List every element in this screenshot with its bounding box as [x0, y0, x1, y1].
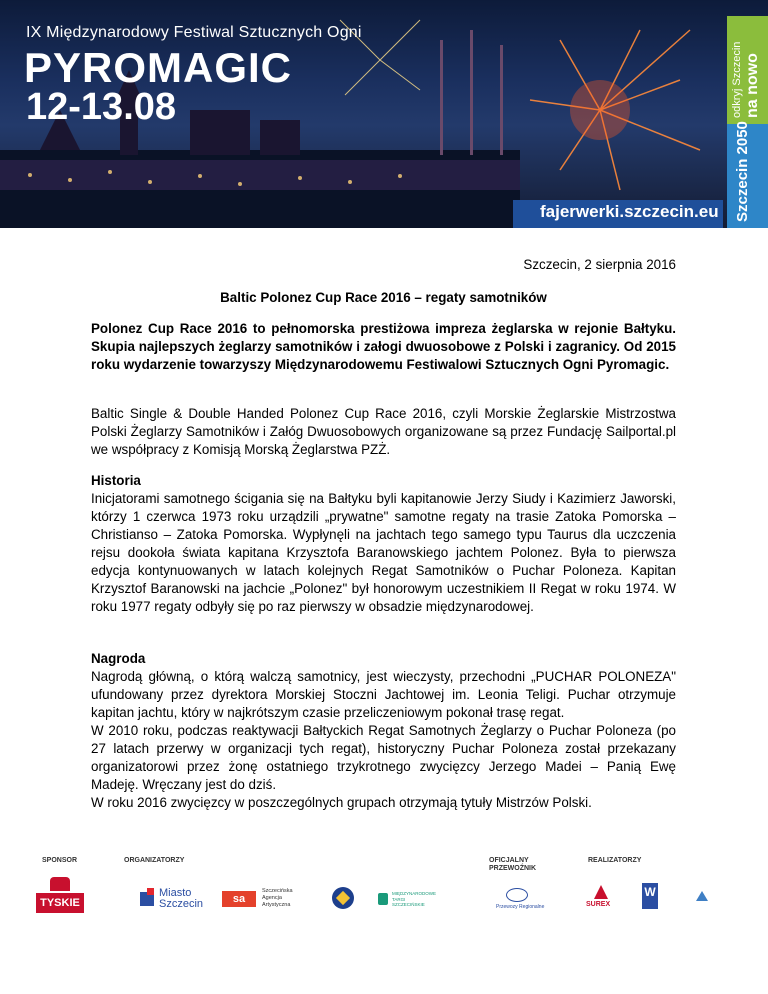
sa-line3: Artystyczna: [262, 902, 291, 908]
lead-paragraph: Polonez Cup Race 2016 to pełnomorska prestiżowa impreza żeglarska w rejonie Bałtyku. Skupia najlepszych żeglarzy samotników i załogi dwuosobowe z Polski i zagranicy. Od 2015 roku wydarzenie towarzyszy Międzynarodowemu Festiwalowi Sztucznych Ogni Pyromagic.: [91, 321, 676, 372]
prize-text-2: W 2010 roku, podczas reaktywacji Bałtyckich Regat Samotnych Żeglarzy o Puchar Poloneza (po 27 latach przerwy w organizacji tych regat), historyczny Puchar Poloneza został przekazany organizatorowi przez żonę ostatniego trzykrotnego zwycięzcy Jerzego Madei – Panią Ewę Madeję. Wręczany jest do dziś.: [91, 723, 676, 792]
producers-label: REALIZATORZY: [588, 857, 642, 864]
surex-mark-icon: [594, 885, 608, 899]
side-city-logo: Szczecin 2050: [734, 121, 751, 222]
history-section: [91, 472, 676, 616]
sail-icon: [696, 891, 708, 901]
miasto-line1: Miasto: [159, 887, 192, 899]
sa-mark: sa: [222, 891, 256, 907]
wj-logo: W: [642, 883, 658, 909]
festival-banner: [0, 0, 768, 228]
side-tagline-big: na nowo: [744, 53, 761, 118]
history-heading: Historia: [91, 473, 141, 488]
history-text: Inicjatorami samotnego ścigania się na Bałtyku byli kapitanowie Jerzy Siudy i Kazimierz Jaworski, którzy 1 czerwca 1973 roku urządzili „prywatne" samotne regaty na trasie Zatoka Pomorska – Christianso – Zatoka Pomorska. Wypłynęli na jachtach tego samego typu Taurus dla uczczenia rejsu dookoła świata kapitana Krzysztofa Baranowskiego jachtem Polonez. Była to pierwsza edycja kontynuowanych w latach kolejnych Regat Samotników o Puchar Poloneza. Kapitan Krzysztof Baranowski na jachcie „Polonez" był honorowym uczestnikiem II Regat w roku 1974. W roku 1977 regaty odbyły się po raz pierwszy w obsadzie międzynarodowej.: [91, 491, 676, 614]
organizers-label: ORGANIZATORZY: [124, 857, 185, 864]
festival-name: IX Międzynarodowy Festiwal Sztucznych Ogni: [26, 24, 362, 41]
miasto-line2: Szczecin: [159, 898, 204, 910]
fair-mark-icon: [378, 893, 388, 905]
festival-url[interactable]: fajerwerki.szczecin.eu: [540, 202, 719, 221]
star-icon: [336, 891, 350, 905]
place-date: Szczecin, 2 sierpnia 2016: [523, 257, 676, 272]
fair-line2: TARGI: [392, 896, 406, 902]
brand-title: PYROMAGIC: [24, 44, 293, 91]
carrier-label: OFICJALNY PRZEWOŹNIK: [489, 857, 537, 872]
sa-line1: Szczecińska: [262, 888, 293, 894]
sa-line2: Agencja: [262, 895, 282, 901]
tyskie-wordmark: TYSKIE: [36, 893, 84, 913]
intro-paragraph: Baltic Single & Double Handed Polonez Cup Race 2016, czyli Morskie Żeglarskie Mistrzostwa Polski Żeglarzy Samotników i Załóg Dwuosobowych organizowane są przez Fundację Sailportal.pl we współpracy z Komisją Morską Żeglarstwa PZŻ.: [91, 406, 676, 457]
side-tagline-small: odkryj Szczecin: [731, 41, 743, 118]
prize-text-1: Nagrodą główną, o którą walczą samotnicy, jest wieczysty, przechodni „PUCHAR POLONEZA" ufundowany przez dyrektora Morskiej Stoczni Jachtowej im. Leonia Teligi. Puchar otrzymuje kapitan jachtu, który w najkrótszym czasie przeliczeniowym pokonał trasę regat.: [91, 669, 676, 720]
document-title: Baltic Polonez Cup Race 2016 – regaty samotników: [220, 290, 547, 305]
fair-line1: MIĘDZYNARODOWE: [392, 891, 437, 896]
festival-dates: 12-13.08: [26, 86, 177, 128]
star-emblem-logo: [332, 887, 354, 909]
prize-heading: Nagroda: [91, 651, 146, 666]
sponsor-label: SPONSOR: [42, 857, 78, 864]
tyskie-logo: [36, 877, 84, 915]
crown-icon: [50, 877, 70, 891]
prize-text-3: W roku 2016 zwycięzcy w poszczególnych grupach otrzymają tytuły Mistrzów Polski.: [91, 795, 592, 810]
carrier-name: Przewozy Regionalne: [496, 904, 545, 910]
carrier-mark-icon: [506, 888, 528, 902]
surex-wordmark: SUREX: [586, 901, 611, 908]
prize-section: [91, 650, 676, 812]
fair-line3: SZCZECIŃSKIE: [392, 902, 425, 907]
